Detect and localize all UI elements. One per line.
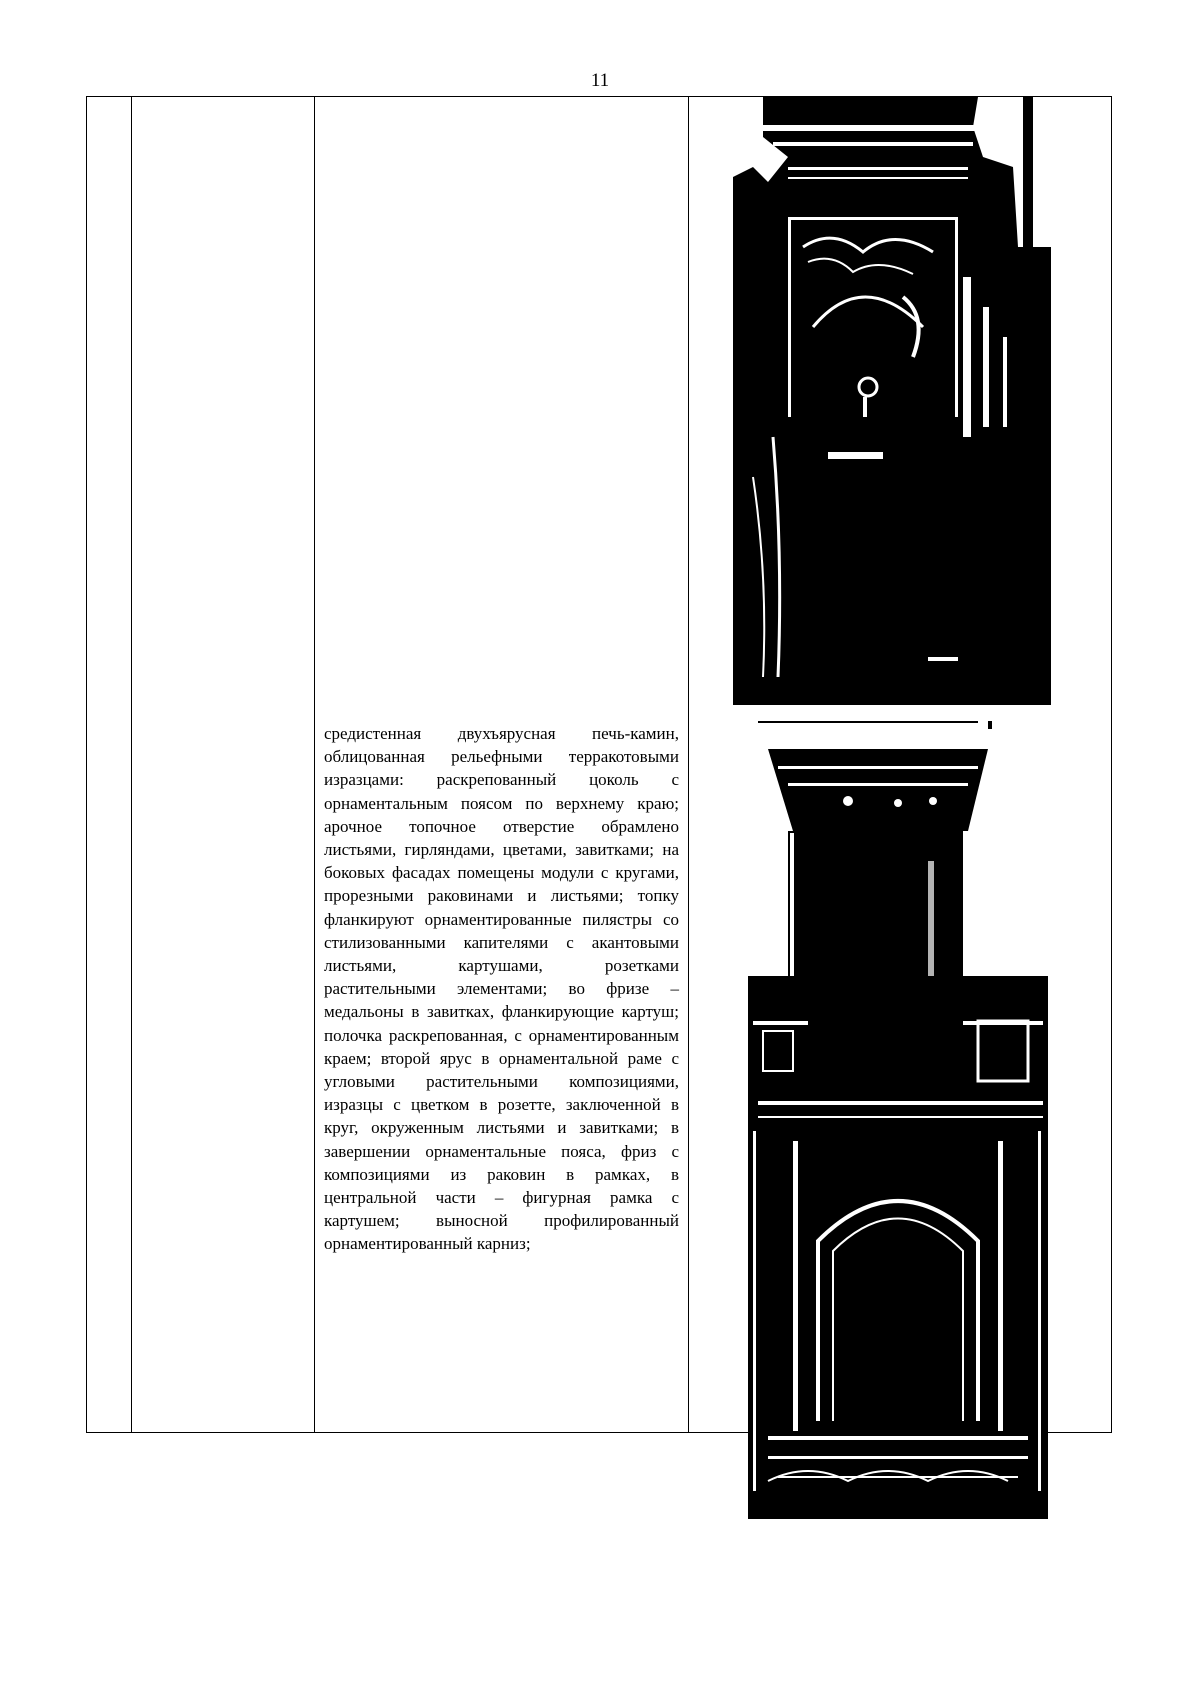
- description-text: средистенная двухъярусная печь-камин, облицованная рельефными терракотовыми изразцами: раскрепованный цоколь с орнаментальным поясом по верхнему краю; арочное топочное отверстие обрамлено листьями, гирляндами, цветами, завитками; на боковых фасадах помещены модули с кругами, прорезными раковинами и листьями; топку фланкируют орнаментированные пилястры со стилизованными капителями с акантовыми листьями, картушами, розетками растительными элементами; во фризе – медальоны в завитках, фланкирующие картуш; полочка раскрепованная, с орнаментированным краем; второй ярус в орнаментальной раме с угловыми растительными композициями, изразцы с цветком в розетте, заключенной в круг, окруженным листьями и завитками; в завершении орнаментальные пояса, фриз с композициями из раковин в рамках, в центральной части – фигурная рамка с картушем; выносной профилированный орнаментированный карниз;: [324, 724, 679, 1254]
- table: [86, 96, 1112, 1433]
- stove-upper-photo: [733, 97, 1066, 705]
- column-divider: [131, 97, 132, 1432]
- photo-cell: [688, 97, 1111, 1432]
- page-number: 11: [590, 70, 610, 91]
- description-cell: [314, 97, 688, 1432]
- stove-full-photo: [748, 721, 1048, 1519]
